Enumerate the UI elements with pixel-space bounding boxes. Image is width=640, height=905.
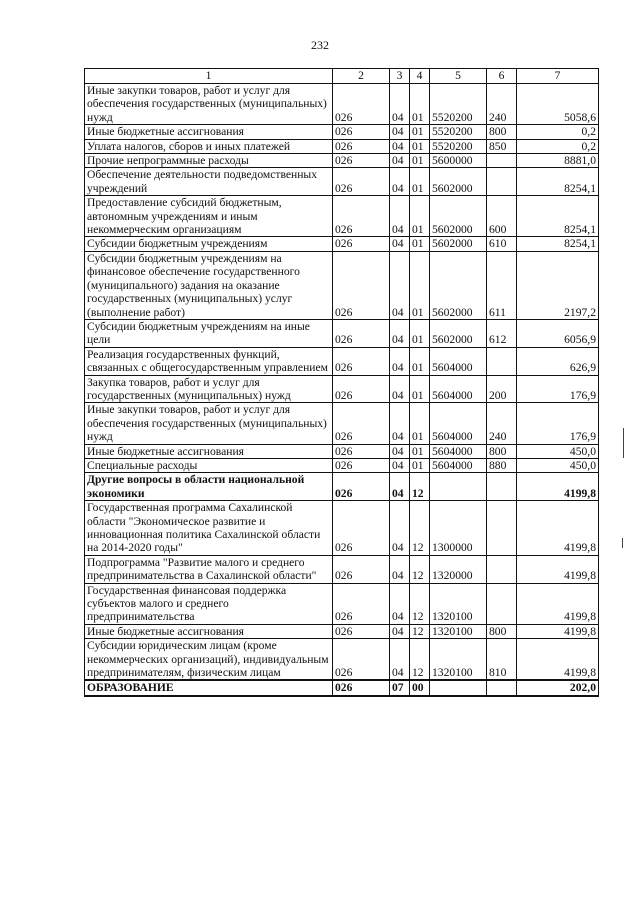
table-row [85,639,599,681]
row-target-cell: 5602000 [430,196,487,237]
row-expense-type-cell: 880 [487,458,517,472]
table-row [85,473,599,501]
row-name-cell: Подпрограмма "Развитие малого и среднего предпринимательства в Сахалинской области" [85,555,333,583]
row-expense-type-cell [487,154,517,168]
row-name-cell: Уплата налогов, сборов и иных платежей [85,139,333,153]
row-expense-type-cell: 850 [487,139,517,153]
row-ved-cell: 026 [333,444,390,458]
row-section-cell: 04 [390,624,410,638]
row-subsection-cell: 01 [410,237,430,251]
row-ved-cell: 026 [333,458,390,472]
row-ved-cell: 026 [333,347,390,375]
row-section-cell: 04 [390,583,410,624]
table-row [85,347,599,375]
row-target-cell: 5604000 [430,458,487,472]
row-section-cell: 04 [390,237,410,251]
row-section-cell: 04 [390,375,410,403]
row-subsection-cell: 01 [410,458,430,472]
row-subsection-cell: 12 [410,639,430,681]
row-ved-cell: 026 [333,84,390,125]
row-ved-cell: 026 [333,403,390,444]
row-section-cell: 04 [390,168,410,196]
row-section-cell: 04 [390,639,410,681]
row-amount-cell: 0,2 [517,139,599,153]
row-ved-cell: 026 [333,501,390,556]
row-target-cell: 5604000 [430,347,487,375]
row-ved-cell: 026 [333,555,390,583]
row-name-cell: Иные бюджетные ассигнования [85,125,333,139]
row-amount-cell: 176,9 [517,403,599,444]
page-number: 232 [311,38,329,52]
row-section-cell: 04 [390,555,410,583]
row-section-cell: 04 [390,251,410,319]
row-subsection-cell: 12 [410,583,430,624]
scan-mark [622,538,623,548]
table-row [85,196,599,237]
row-ved-cell: 026 [333,125,390,139]
row-ved-cell: 026 [333,168,390,196]
row-target-cell [430,473,487,501]
row-expense-type-cell [487,347,517,375]
row-subsection-cell: 01 [410,375,430,403]
row-name-cell: ОБРАЗОВАНИЕ [85,680,333,695]
header-cell: 1 [85,69,333,84]
row-section-cell: 04 [390,139,410,153]
row-section-cell: 04 [390,154,410,168]
row-subsection-cell: 01 [410,168,430,196]
row-name-cell: Прочие непрограммные расходы [85,154,333,168]
row-expense-type-cell: 800 [487,125,517,139]
row-subsection-cell: 01 [410,319,430,347]
header-cell: 7 [517,69,599,84]
row-target-cell: 1320100 [430,639,487,681]
row-ved-cell: 026 [333,154,390,168]
row-name-cell: Государственная финансовая поддержка субъектов малого и среднего предпринимательства [85,583,333,624]
row-amount-cell: 4199,8 [517,473,599,501]
row-target-cell: 5602000 [430,237,487,251]
header-cell: 4 [410,69,430,84]
row-amount-cell: 4199,8 [517,583,599,624]
row-section-cell: 04 [390,125,410,139]
row-target-cell: 1320000 [430,555,487,583]
row-expense-type-cell [487,473,517,501]
table-row [85,319,599,347]
row-subsection-cell: 00 [410,680,430,695]
row-expense-type-cell [487,555,517,583]
row-expense-type-cell: 610 [487,237,517,251]
row-name-cell: Другие вопросы в области национальной экономики [85,473,333,501]
header-cell: 6 [487,69,517,84]
row-expense-type-cell: 612 [487,319,517,347]
table-row [85,458,599,472]
row-expense-type-cell [487,680,517,695]
row-section-cell: 04 [390,196,410,237]
table-row [85,555,599,583]
row-ved-cell: 026 [333,624,390,638]
row-expense-type-cell: 611 [487,251,517,319]
row-name-cell: Субсидии бюджетным учреждениям на финансовое обеспечение государственного (муниципального) задания на оказание государственных (муниципальных) услуг (выполнение работ) [85,251,333,319]
row-expense-type-cell: 200 [487,375,517,403]
row-expense-type-cell [487,168,517,196]
row-section-cell: 04 [390,84,410,125]
row-target-cell: 5602000 [430,168,487,196]
row-amount-cell: 626,9 [517,347,599,375]
row-name-cell: Специальные расходы [85,458,333,472]
row-section-cell: 04 [390,458,410,472]
table-row [85,168,599,196]
row-amount-cell: 0,2 [517,125,599,139]
table-row [85,154,599,168]
table-row [85,139,599,153]
row-amount-cell: 8254,1 [517,237,599,251]
row-subsection-cell: 12 [410,501,430,556]
row-subsection-cell: 01 [410,196,430,237]
row-amount-cell: 8881,0 [517,154,599,168]
header-cell: 5 [430,69,487,84]
row-target-cell: 5520200 [430,139,487,153]
row-amount-cell: 2197,2 [517,251,599,319]
row-target-cell: 1300000 [430,501,487,556]
row-amount-cell: 450,0 [517,458,599,472]
row-name-cell: Субсидии бюджетным учреждениям на иные цели [85,319,333,347]
row-section-cell: 04 [390,319,410,347]
table-row [85,680,599,695]
row-subsection-cell: 12 [410,473,430,501]
row-amount-cell: 5058,6 [517,84,599,125]
row-subsection-cell: 01 [410,125,430,139]
row-ved-cell: 026 [333,251,390,319]
row-ved-cell: 026 [333,583,390,624]
row-name-cell: Государственная программа Сахалинской области "Экономическое развитие и инновационная политика Сахалинской области на 2014-2020 годы" [85,501,333,556]
row-ved-cell: 026 [333,196,390,237]
row-name-cell: Иные бюджетные ассигнования [85,624,333,638]
row-name-cell: Предоставление субсидий бюджетным, автономным учреждениям и иным некоммерческим организациям [85,196,333,237]
row-target-cell: 5604000 [430,403,487,444]
row-ved-cell: 026 [333,375,390,403]
row-target-cell: 5520200 [430,84,487,125]
row-section-cell: 04 [390,444,410,458]
row-subsection-cell: 01 [410,403,430,444]
table-row [85,501,599,556]
row-amount-cell: 6056,9 [517,319,599,347]
row-target-cell: 5602000 [430,319,487,347]
row-amount-cell: 450,0 [517,444,599,458]
row-name-cell: Иные бюджетные ассигнования [85,444,333,458]
row-expense-type-cell [487,583,517,624]
row-expense-type-cell: 810 [487,639,517,681]
table-row [85,444,599,458]
row-amount-cell: 4199,8 [517,501,599,556]
row-name-cell: Иные закупки товаров, работ и услуг для обеспечения государственных (муниципальных) нужд [85,403,333,444]
row-name-cell: Реализация государственных функций, связанных с общегосударственным управлением [85,347,333,375]
row-name-cell: Субсидии юридическим лицам (кроме некоммерческих организаций), индивидуальным предпринимателям, физическим лицам [85,639,333,681]
table-row [85,251,599,319]
table-row [85,403,599,444]
header-row [85,69,599,84]
scan-mark [623,428,624,458]
row-section-cell: 04 [390,347,410,375]
row-section-cell: 04 [390,473,410,501]
row-target-cell: 5604000 [430,375,487,403]
row-amount-cell: 4199,8 [517,624,599,638]
row-target-cell: 5604000 [430,444,487,458]
table-body [85,84,599,696]
row-name-cell: Иные закупки товаров, работ и услуг для обеспечения государственных (муниципальных) нужд [85,84,333,125]
row-expense-type-cell: 800 [487,444,517,458]
table-row [85,583,599,624]
row-ved-cell: 026 [333,680,390,695]
row-expense-type-cell: 240 [487,403,517,444]
row-ved-cell: 026 [333,473,390,501]
row-section-cell: 07 [390,680,410,695]
row-expense-type-cell: 800 [487,624,517,638]
row-name-cell: Обеспечение деятельности подведомственных учреждений [85,168,333,196]
row-ved-cell: 026 [333,639,390,681]
row-amount-cell: 4199,8 [517,639,599,681]
row-subsection-cell: 01 [410,139,430,153]
row-subsection-cell: 12 [410,624,430,638]
row-expense-type-cell: 240 [487,84,517,125]
row-target-cell: 1320100 [430,583,487,624]
row-name-cell: Закупка товаров, работ и услуг для государственных (муниципальных) нужд [85,375,333,403]
table-row [85,125,599,139]
row-expense-type-cell [487,501,517,556]
row-target-cell: 5520200 [430,125,487,139]
table-row [85,375,599,403]
row-section-cell: 04 [390,501,410,556]
row-subsection-cell: 12 [410,555,430,583]
row-amount-cell: 8254,1 [517,168,599,196]
row-subsection-cell: 01 [410,154,430,168]
row-expense-type-cell: 600 [487,196,517,237]
table-row [85,624,599,638]
row-amount-cell: 202,0 [517,680,599,695]
row-target-cell: 1320100 [430,624,487,638]
row-subsection-cell: 01 [410,444,430,458]
row-amount-cell: 4199,8 [517,555,599,583]
row-ved-cell: 026 [333,319,390,347]
row-subsection-cell: 01 [410,84,430,125]
row-target-cell [430,680,487,695]
header-cell: 3 [390,69,410,84]
row-subsection-cell: 01 [410,251,430,319]
budget-table [84,68,599,697]
row-amount-cell: 176,9 [517,375,599,403]
table-row [85,84,599,125]
row-ved-cell: 026 [333,139,390,153]
row-target-cell: 5602000 [430,251,487,319]
table-row [85,237,599,251]
row-name-cell: Субсидии бюджетным учреждениям [85,237,333,251]
row-ved-cell: 026 [333,237,390,251]
row-target-cell: 5600000 [430,154,487,168]
row-amount-cell: 8254,1 [517,196,599,237]
header-cell: 2 [333,69,390,84]
row-subsection-cell: 01 [410,347,430,375]
row-section-cell: 04 [390,403,410,444]
